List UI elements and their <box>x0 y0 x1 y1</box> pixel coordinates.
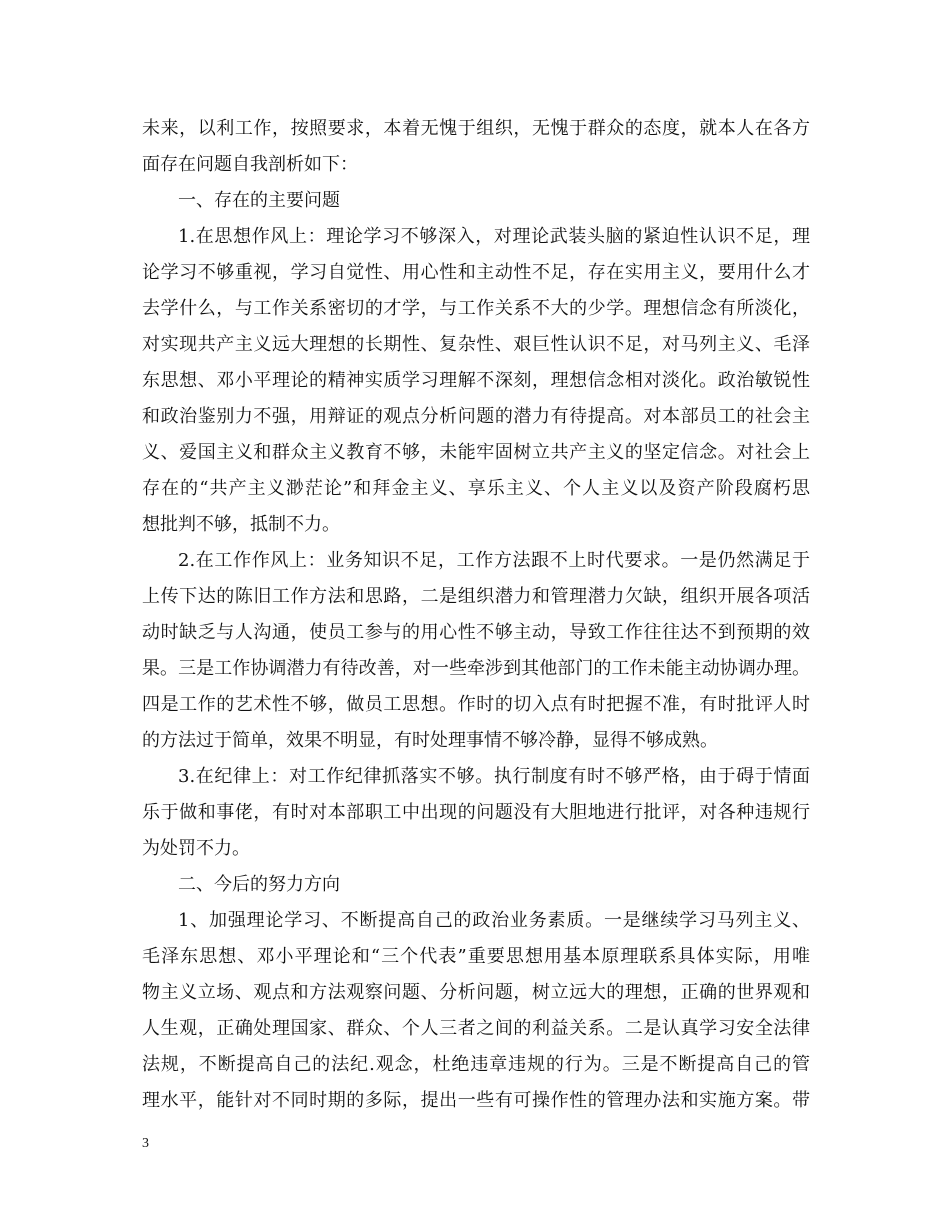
text-line: 的方法过于简单，效果不明显，有时处理事情不够冷静，显得不够成熟。 <box>142 730 718 751</box>
text-line: 1.在思想作风上：理论学习不够深入，对理论武装头脑的紧迫性认识不足，理 <box>178 226 810 247</box>
text-line: 动时缺乏与人沟通，使员工参与的用心性不够主动，导致工作往往达不到预期的效 <box>142 622 810 643</box>
page-number: 3 <box>142 1136 149 1151</box>
text-line: 论学习不够重视，学习自觉性、用心性和主动性不足，存在实用主义，要用什么才 <box>142 262 810 283</box>
text-line: 一、存在的主要问题 <box>178 190 340 211</box>
text-line: 未来，以利工作，按照要求，本着无愧于组织，无愧于群众的态度，就本人在各方 <box>142 118 810 139</box>
text-line: 法规，不断提高自己的法纪.观念，杜绝违章违规的行为。三是不断提高自己的管 <box>142 1054 810 1075</box>
text-line: 去学什么，与工作关系密切的才学，与工作关系不大的少学。理想信念有所淡化， <box>142 298 810 319</box>
text-line: 果。三是工作协调潜力有待改善，对一些牵涉到其他部门的工作未能主动协调办理。 <box>142 658 810 679</box>
text-line: 义、爱国主义和群众主义教育不够，未能牢固树立共产主义的坚定信念。对社会上 <box>142 442 810 463</box>
text-line: 和政治鉴别力不强，用辩证的观点分析问题的潜力有待提高。对本部员工的社会主 <box>142 406 810 427</box>
text-line: 上传下达的陈旧工作方法和思路，二是组织潜力和管理潜力欠缺，组织开展各项活 <box>142 586 810 607</box>
text-line: 想批判不够，抵制不力。 <box>142 514 340 535</box>
text-line: 毛泽东思想、邓小平理论和“三个代表”重要思想用基本原理联系具体实际，用唯 <box>142 946 810 967</box>
text-line: 为处罚不力。 <box>142 838 250 859</box>
text-line: 四是工作的艺术性不够，做员工思想。作时的切入点有时把握不准，有时批评人时 <box>142 694 810 715</box>
text-line: 二、今后的努力方向 <box>178 874 340 895</box>
text-line: 人生观，正确处理国家、群众、个人三者之间的利益关系。二是认真学习安全法律 <box>142 1018 810 1039</box>
text-line: 东思想、邓小平理论的精神实质学习理解不深刻，理想信念相对淡化。政治敏锐性 <box>142 370 810 391</box>
text-line: 3.在纪律上：对工作纪律抓落实不够。执行制度有时不够严格，由于碍于情面 <box>178 766 810 787</box>
text-line: 对实现共产主义远大理想的长期性、复杂性、艰巨性认识不足，对马列主义、毛泽 <box>142 334 810 355</box>
text-line: 乐于做和事佬，有时对本部职工中出现的问题没有大胆地进行批评，对各种违规行 <box>142 802 810 823</box>
text-line: 2.在工作作风上：业务知识不足，工作方法跟不上时代要求。一是仍然满足于 <box>178 550 810 571</box>
text-line: 物主义立场、观点和方法观察问题、分析问题，树立远大的理想，正确的世界观和 <box>142 982 810 1003</box>
text-line: 1、加强理论学习、不断提高自己的政治业务素质。一是继续学习马列主义、 <box>178 910 810 931</box>
text-line: 存在的“共产主义渺茫论”和拜金主义、享乐主义、个人主义以及资产阶段腐朽思 <box>142 478 810 499</box>
text-line: 面存在问题自我剖析如下： <box>142 154 358 175</box>
text-line: 理水平，能针对不同时期的多际，提出一些有可操作性的管理办法和实施方案。带 <box>142 1090 810 1111</box>
document-body <box>142 111 810 1119</box>
